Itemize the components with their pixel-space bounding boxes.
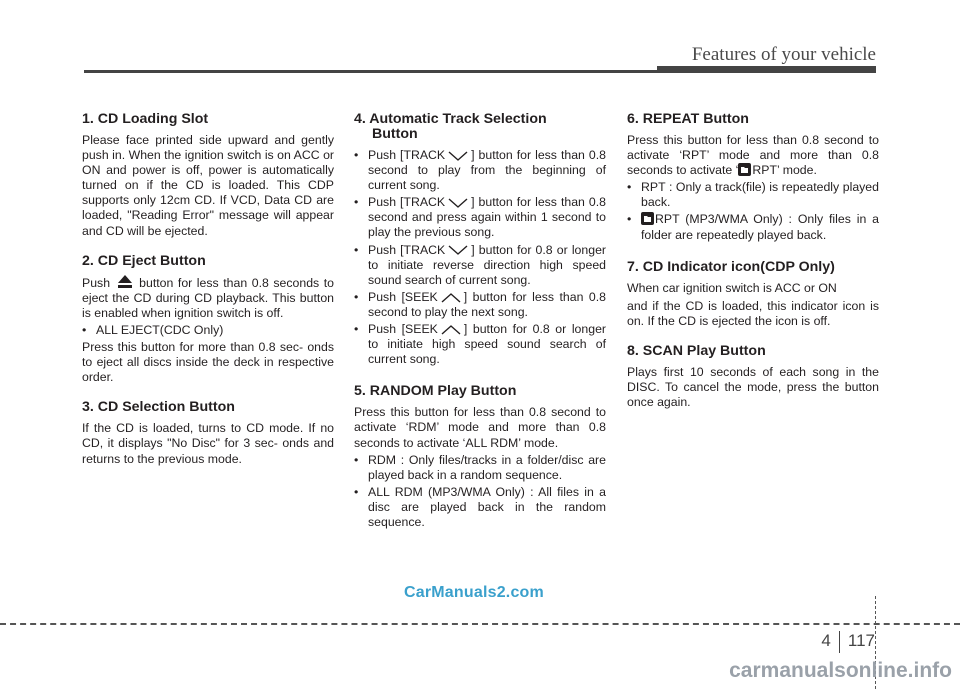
section-text-cd-loading-slot: Please face printed side upward and gently push in. When the ignition switch is on ACC or ON and power is off, power is automatically turned on if the CD is loaded. This CDP supports only 12cm CD. If VCD, Data CD are loaded, "Reading Error" message will appear and CD will be ejected. — [82, 133, 334, 238]
eject-icon — [117, 275, 133, 288]
folder-icon — [738, 163, 751, 176]
text-repeat-b: RPT’ mode. — [752, 163, 817, 178]
section-text-cd-indicator-a: When car ignition switch is ACC or ON — [627, 280, 837, 295]
section-heading-cd-selection: 3. CD Selection Button — [82, 399, 235, 416]
bullet-folder-rpt — [627, 212, 879, 242]
bullet-track-2 — [354, 195, 606, 240]
bullet-post: ] button for 0.8 or longer to initiate high speed sound search of current song. — [368, 322, 607, 367]
text-push: Push — [82, 275, 111, 290]
text-eject-desc: button for less than 0.8 seconds to eject the CD during CD playback. This button is enabled when ignition switch is off. — [82, 275, 334, 320]
section-heading-cd-loading-slot: 1. CD Loading Slot — [82, 111, 209, 127]
column-3 — [627, 112, 879, 410]
section-heading-track-selection — [354, 112, 606, 142]
bullet-pre: Push [SEEK — [368, 289, 438, 304]
bullet-all-eject: • ALL EJECT(CDC Only) — [82, 323, 334, 338]
bullet-rdm: • RDM : Only files/tracks in a folder/disc are played back in a random sequence. — [354, 453, 606, 483]
bullet-rpt: • RPT : Only a track(file) is repeatedly played back. — [627, 180, 879, 210]
bullet-all-rdm: • ALL RDM (MP3/WMA Only) : All files in a disc are played back in the random sequence. — [354, 485, 606, 530]
bullet-track-3 — [354, 243, 606, 288]
section-text-all-eject: Press this button for more than 0.8 sec- onds to eject all discs inside the deck in respective order. — [82, 340, 334, 385]
section-heading-repeat: 6. REPEAT Button — [627, 111, 749, 127]
column-1 — [82, 112, 334, 467]
section-heading-random: 5. RANDOM Play Button — [354, 383, 517, 400]
section-heading-scan: 8. SCAN Play Button — [627, 342, 766, 359]
section-text-cd-selection: If the CD is loaded, turns to CD mode. If no CD, it displays "No Disc" for 3 sec- onds and returns to the previous mode. — [82, 421, 334, 466]
header-title: Features of your vehicle — [691, 44, 876, 65]
chevron-down-icon — [447, 198, 469, 208]
bullet-pre: Push [TRACK — [368, 148, 446, 162]
section-text-scan: Plays first 10 seconds of each song in the DISC. To cancel the mode, press the button once again. — [627, 364, 879, 410]
bullet-seek-2 — [354, 322, 606, 367]
section-text-cd-indicator-b: and if the CD is loaded, this indicator icon is on. If the CD is ejected the icon is off. — [627, 298, 879, 328]
page-number-separator — [839, 631, 840, 653]
footer-site-watermark: carmanualsonline.info — [729, 659, 952, 682]
bullet-post: ] button for less than 0.8 second and press again within 1 second to play the previous song. — [368, 195, 606, 240]
bullet-pre: Push [TRACK — [368, 242, 446, 257]
bullet-track-1 — [354, 148, 606, 193]
bullet-post: ] button for less than 0.8 second to play from the beginning of current song. — [368, 148, 606, 193]
chevron-down-icon — [447, 151, 469, 161]
heading-line-1: 4. Automatic Track Selection — [354, 111, 547, 127]
section-text-cd-eject — [82, 275, 334, 321]
text-repeat-a: Press this button for less than 0.8 second to activate ‘RPT’ mode and more than 0.8 seconds to activate ‘ — [627, 133, 879, 178]
bullet-pre: Push [SEEK — [368, 322, 438, 337]
section-text-random: Press this button for less than 0.8 second to activate ‘RDM’ mode and more than 0.8 seconds to activate ‘ALL RDM’ mode. — [354, 405, 606, 450]
watermark-link[interactable]: CarManuals2.com — [404, 584, 544, 601]
chevron-up-icon — [440, 325, 462, 335]
heading-line-2: Button — [372, 126, 418, 142]
chapter-number: 4 — [821, 631, 831, 650]
bullet-pre: Push [TRACK — [368, 195, 446, 210]
section-heading-cd-indicator: 7. CD Indicator icon(CDP Only) — [627, 258, 835, 275]
section-heading-cd-eject: 2. CD Eject Button — [82, 252, 206, 269]
chevron-down-icon — [447, 245, 469, 255]
bullet-post: ] button for less than 0.8 second to play the next song. — [368, 289, 606, 319]
column-2 — [354, 112, 606, 532]
footer-dashed-rule — [0, 623, 960, 625]
page-number — [821, 631, 875, 653]
page-number-value: 117 — [847, 631, 875, 650]
bullet-seek-1 — [354, 290, 606, 320]
bullet-post: ] button for 0.8 or longer to initiate reverse direction high speed sound search of current song. — [368, 242, 607, 287]
folder-icon — [641, 212, 654, 225]
section-text-repeat — [627, 133, 879, 178]
bullet-folder-rpt-text: RPT (MP3/WMA Only) : Only files in a folder are repeatedly played back. — [641, 212, 879, 242]
header-rule-accent — [657, 66, 876, 72]
chevron-up-icon — [440, 293, 462, 303]
